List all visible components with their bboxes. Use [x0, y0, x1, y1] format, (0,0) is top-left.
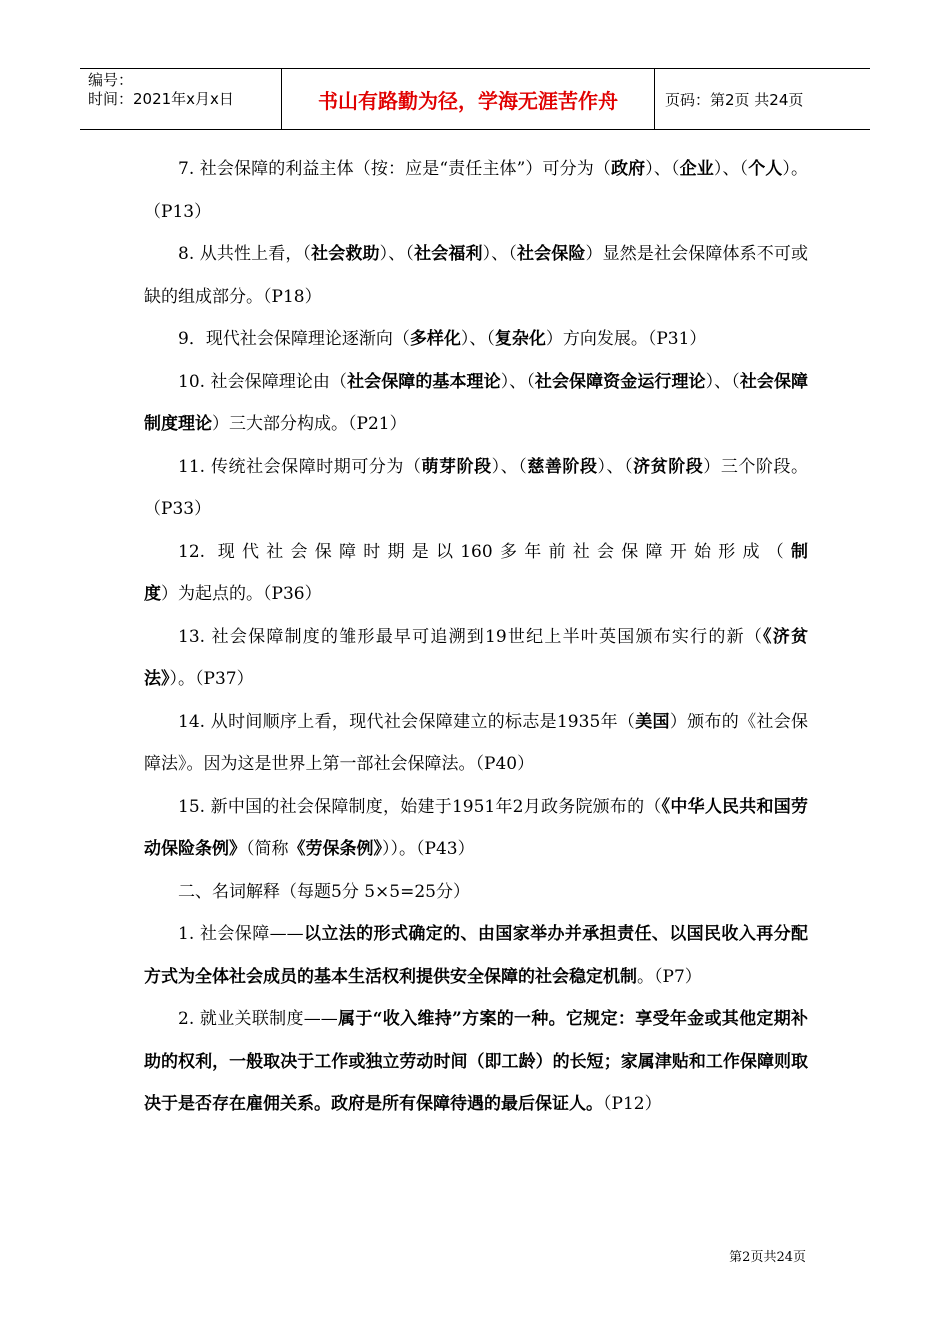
- header-motto: 书山有路勤为径，学海无涯苦作舟: [282, 69, 655, 129]
- question-text: ）方向发展。（P31）: [545, 329, 707, 349]
- answer-text: 社会保障资金运行理论: [534, 371, 706, 392]
- answer-text: 属于“收入维持”方案的一种。它规定：享受年金或其他定期补助的权利，一般取决于工作或独立劳动时间（即工龄）的长短；家属津贴和工作保障则取决于是否存在雇佣关系。政府是所有保障待遇的最后保证人。: [144, 1009, 809, 1114]
- answer-text: 政府: [611, 159, 646, 179]
- paragraph-q7: [144, 148, 808, 233]
- question-text: ）三个阶段。（P33）: [144, 456, 809, 519]
- answer-text: 以立法的形式确定的、由国家举办并承担责任、以国民收入再分配方式为全体社会成员的基本生活权利提供安全保障的社会稳定机制: [144, 924, 809, 987]
- paragraph-d2: [144, 998, 808, 1126]
- question-text: ）、（: [460, 329, 495, 349]
- answer-text: 社会救助: [311, 244, 380, 264]
- question-text: 7. 社会保障的利益主体（按：应是“责任主体”）可分为（: [178, 159, 611, 179]
- answer-text: 美国: [635, 711, 670, 732]
- paragraph-q15: [144, 786, 808, 871]
- paragraph-q12: [144, 531, 808, 616]
- question-text: 8. 从共性上看，（: [178, 244, 312, 264]
- question-text: ）显然是社会保障体系不可或缺的组成部分。（P18）: [144, 244, 809, 307]
- answer-text: 社会保障制度理论: [144, 371, 809, 434]
- answer-text: 《中华人民共和国劳动保险条例》: [144, 796, 808, 859]
- question-text: （P12）: [603, 1094, 662, 1114]
- question-text: ）。（P13）: [144, 159, 809, 222]
- answer-text: 《劳保条例》: [288, 839, 382, 859]
- question-text: 12. 现代社会保障时期是以160多年前社会保障开始形成（: [178, 541, 791, 562]
- question-text: 15. 新中国的社会保障制度，始建于1951年2月政务院颁布的（: [178, 796, 662, 817]
- question-text: 10. 社会保障理论由（: [178, 371, 348, 392]
- question-text: ）、（: [597, 456, 634, 477]
- answer-text: 多样化: [409, 329, 461, 349]
- question-text: ）颁布的《社会保障法》。因为这是世界上第一部社会保障法。（P40）: [144, 711, 809, 774]
- paragraph-sec2: [144, 871, 808, 914]
- question-text: ）、（: [379, 244, 415, 264]
- page-header: [80, 68, 870, 130]
- paragraph-d1: [144, 913, 808, 998]
- answer-text: 萌芽阶段: [421, 456, 492, 477]
- answer-text: 个人: [748, 159, 783, 179]
- question-text: ）、（: [645, 159, 680, 179]
- question-text: ））。（P43）: [382, 839, 475, 859]
- answer-text: 复杂化: [494, 329, 546, 349]
- question-text: 11. 传统社会保障时期可分为（: [178, 456, 422, 477]
- paragraph-q10: [144, 361, 808, 446]
- answer-text: 企业: [679, 159, 714, 179]
- question-text: （简称: [246, 839, 289, 859]
- answer-text: 社会保险: [516, 244, 586, 264]
- page-footer: 第2页共24页: [729, 1250, 806, 1265]
- question-text: ）、（: [500, 371, 535, 392]
- answer-text: 制度: [144, 541, 808, 604]
- question-text: 13. 社会保障制度的雏形最早可追溯到19世纪上半叶英国颁布实行的新（: [178, 626, 764, 647]
- question-text: ）三大部分构成。（P21）: [212, 414, 407, 434]
- paragraph-q8: [144, 233, 808, 318]
- question-text: 。（P7）: [637, 966, 702, 987]
- answer-text: 社会福利: [414, 244, 483, 264]
- paragraph-q14: [144, 701, 808, 786]
- question-text: ）、（: [705, 371, 740, 392]
- question-text: ）、（: [482, 244, 517, 264]
- question-text: 1. 社会保障——: [178, 924, 304, 944]
- answer-text: 社会保障的基本理论: [347, 371, 501, 392]
- answer-text: 济贫阶段: [633, 456, 704, 477]
- paragraph-q13: [144, 616, 808, 701]
- question-text: 2. 就业关联制度——: [178, 1009, 338, 1029]
- answer-text: 慈善阶段: [527, 456, 598, 477]
- question-text: 9．现代社会保障理论逐渐向（: [178, 329, 410, 349]
- header-meta: [80, 69, 282, 129]
- header-page-info: 页码：第2页 共24页: [665, 90, 804, 109]
- paragraph-q9: [144, 318, 808, 361]
- document-body: [144, 148, 808, 1126]
- answer-text: 《济贫法》: [144, 626, 808, 689]
- document-date: 时间：2021年x月x日: [88, 90, 234, 108]
- document-number-label: 编号：: [88, 71, 134, 89]
- question-text: ）、（: [713, 159, 749, 179]
- paragraph-q11: [144, 446, 808, 531]
- question-text: ）为起点的。（P36）: [161, 584, 322, 604]
- question-text: ）。（P37）: [169, 669, 254, 689]
- question-text: ）、（: [491, 456, 528, 477]
- question-text: 二、名词解释（每题5分 5×5=25分）: [178, 881, 470, 902]
- question-text: 14. 从时间顺序上看，现代社会保障建立的标志是1935年（: [178, 711, 636, 732]
